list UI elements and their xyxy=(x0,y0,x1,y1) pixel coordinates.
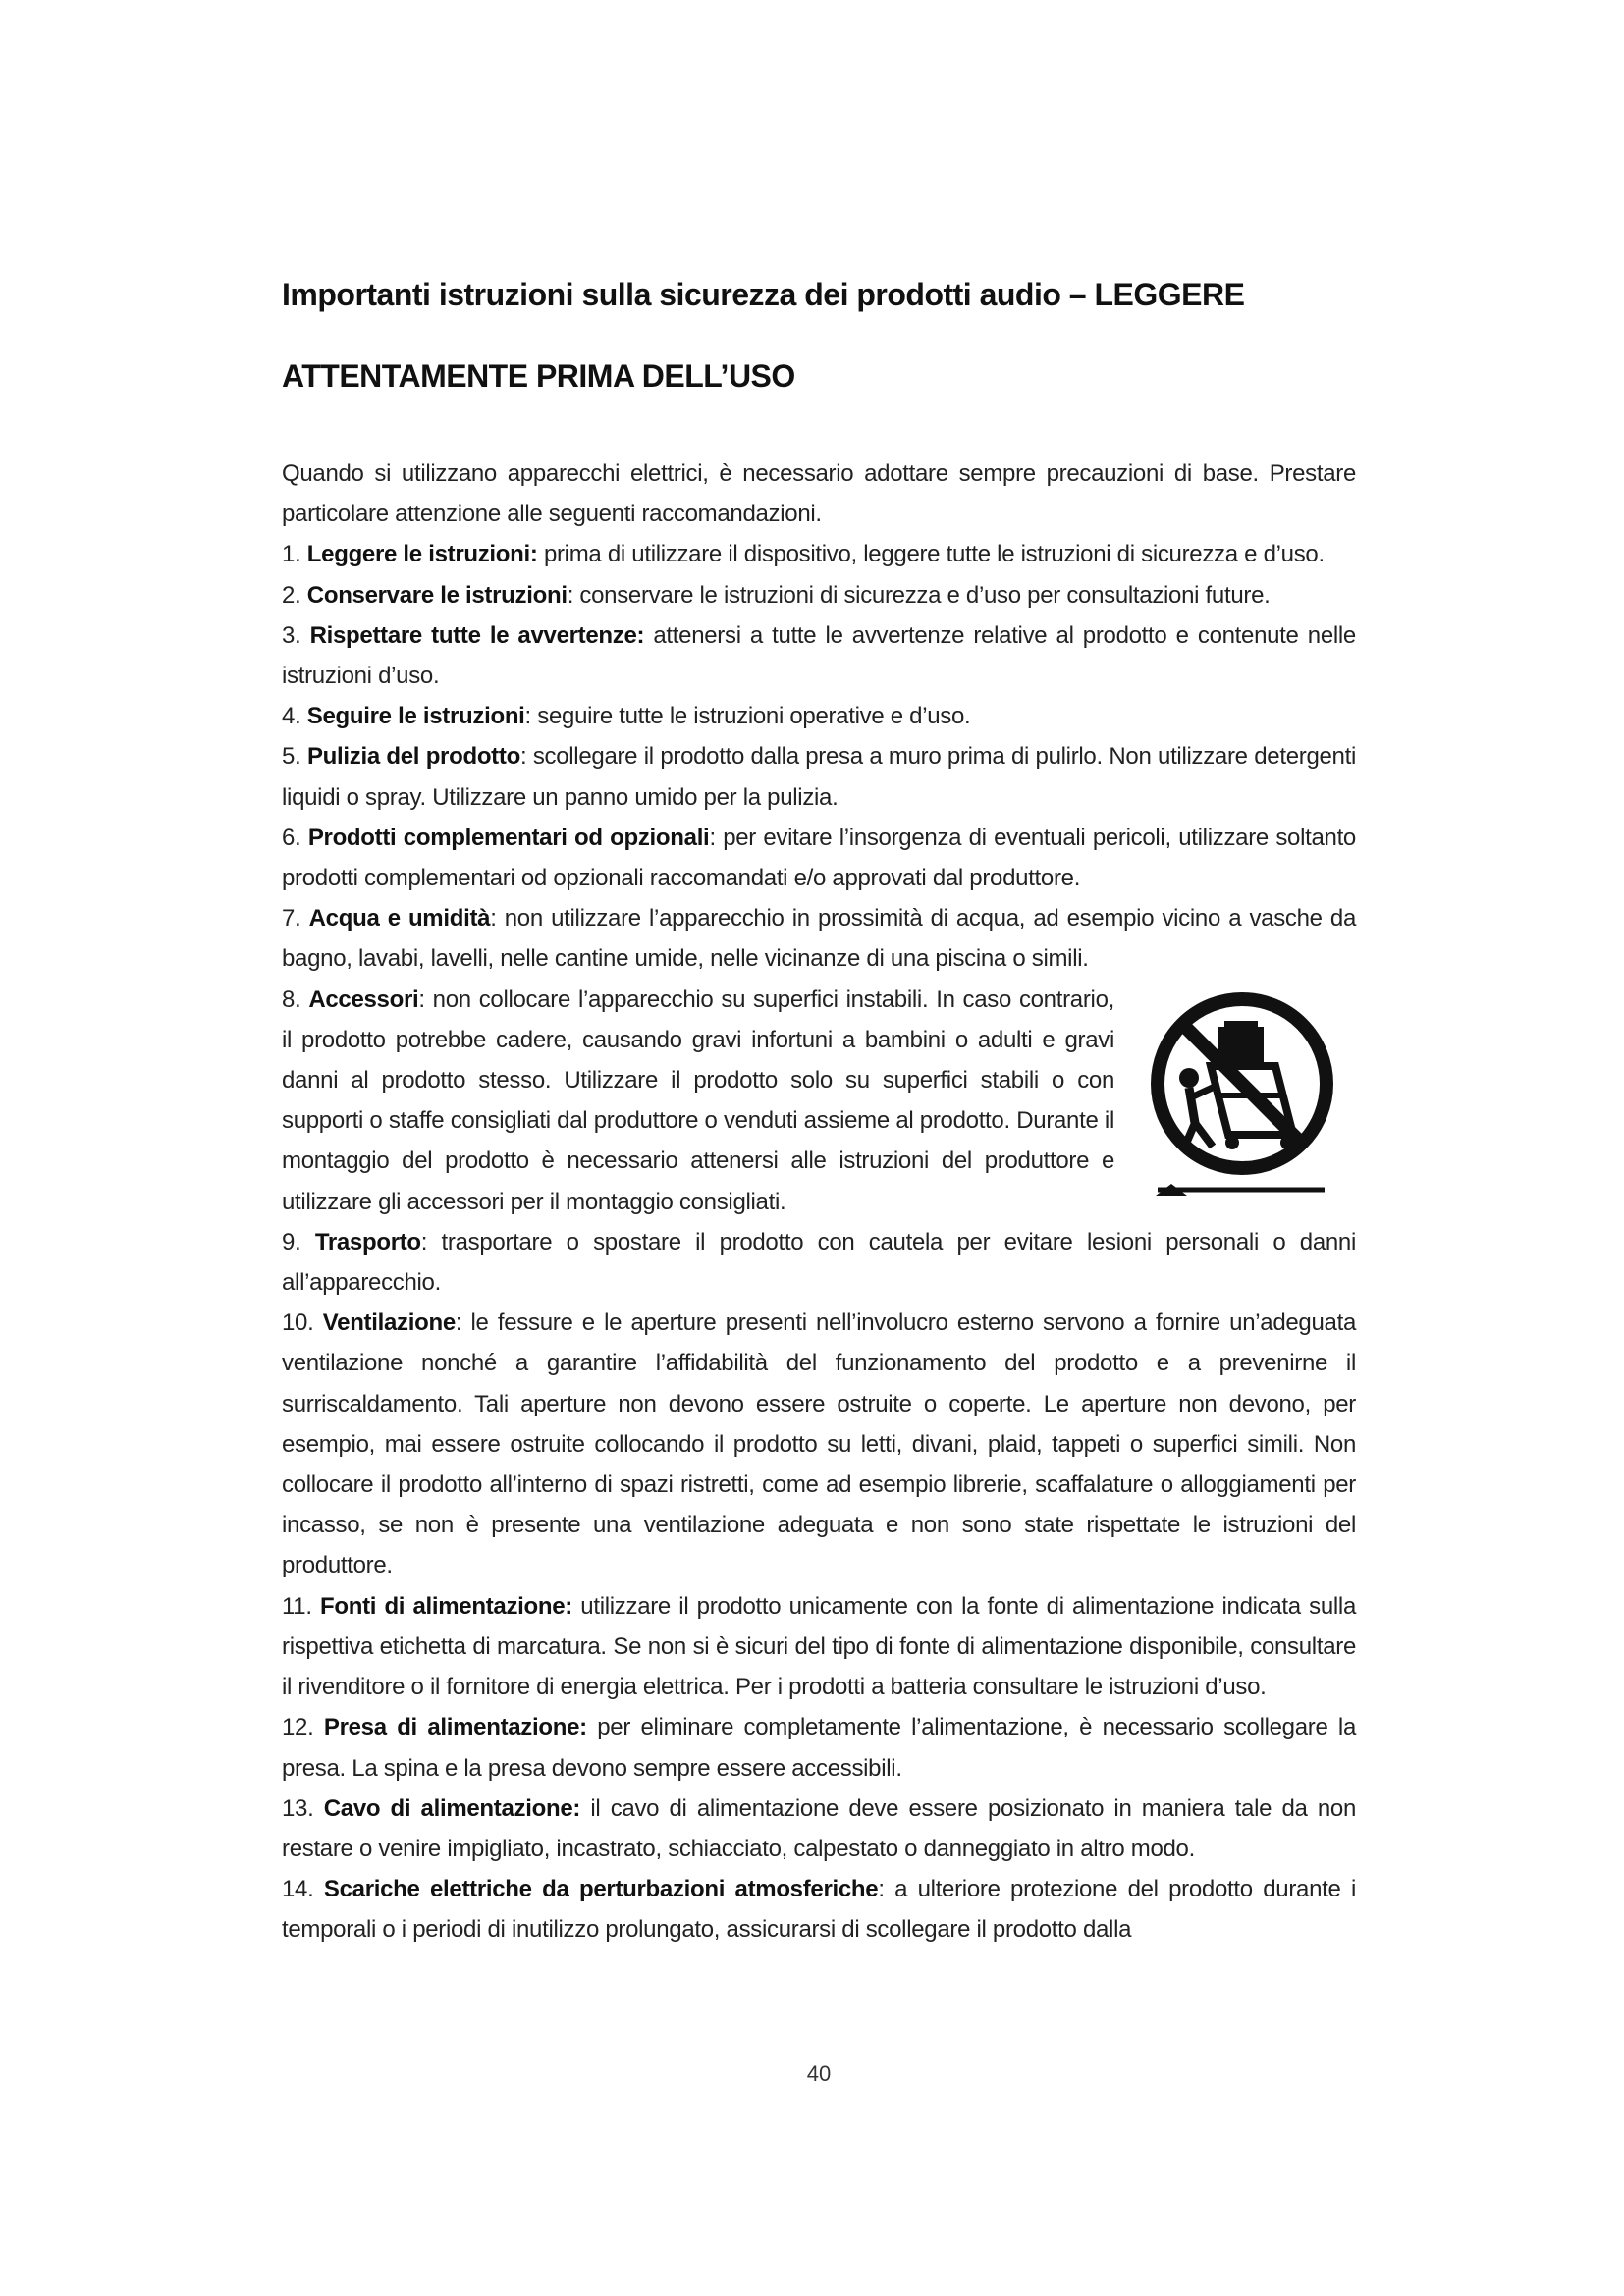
list-item xyxy=(282,575,1356,615)
item-number: 12. xyxy=(282,1714,314,1741)
item-label: Seguire le istruzioni xyxy=(306,703,525,730)
item-label: Pulizia del prodotto xyxy=(306,743,520,771)
item-number: 2. xyxy=(282,581,301,609)
item-label: Fonti di alimentazione: xyxy=(320,1592,572,1620)
item-text: : seguire tutte le istruzioni operative e d’uso. xyxy=(524,703,971,730)
item-text: : le fessure e le aperture presenti nell’involucro esterno servono a fornire un’adeguata ventilazione nonché a garantire l’affidabilità del funzionamento del prodotto e a prevenirne il surriscaldamento. Tali aperture non devono essere ostruite o coperte. Le aperture non devono, per esempio, mai essere ostruite collocando il prodotto su letti, divani, plaid, tappeti o superfici simili. Non collocare il prodotto all’interno di spazi ristretti, come ad esempio librerie, scaffalature o alloggiamenti per incasso, se non è presente una ventilazione adeguata e non sono state rispettate le istruzioni del produttore. xyxy=(282,1309,1356,1579)
list-item xyxy=(282,1222,1356,1303)
item-label: Leggere le istruzioni: xyxy=(306,541,538,568)
list-item xyxy=(282,696,1356,736)
list-item xyxy=(282,898,1356,979)
item-text: : non collocare l’apparecchio su superfici instabili. In caso contrario, il prodotto potrebbe cadere, causando gravi infortuni a bambini o adulti e gravi danni al prodotto stesso. Utilizzare il prodotto solo su superfici stabili o con supporti o staffe consigliati dal produttore o venduti assieme al prodotto. Durante il montaggio del prodotto è necessario attenersi alle istruzioni del produttore e utilizzare gli accessori per il montaggio consigliati. xyxy=(282,986,1114,1215)
item-label: Acqua e umidità xyxy=(308,905,491,933)
document-body xyxy=(282,454,1356,1950)
item-label: Ventilazione xyxy=(322,1309,456,1337)
item-label: Cavo di alimentazione: xyxy=(323,1794,581,1822)
item-text: utilizzare il prodotto unicamente con la fonte di alimentazione indicata sulla rispettiva etichetta di marcatura. Se non si è sicuri del tipo di fonte di alimentazione disponibile, consultare il rivenditore o il fornitore di energia elettrica. Per i prodotti a batteria consultare le istruzioni d’uso. xyxy=(282,1592,1357,1701)
item-label: Trasporto xyxy=(314,1228,421,1255)
item-number: 10. xyxy=(282,1309,314,1337)
item-number: 8. xyxy=(282,986,301,1013)
intro-paragraph: Quando si utilizzano apparecchi elettrici, è necessario adottare sempre precauzioni di base. Prestare particolare attenzione alle seguenti raccomandazioni. xyxy=(282,460,1356,528)
item-label: Conservare le istruzioni xyxy=(306,581,568,609)
item-number: 14. xyxy=(282,1876,314,1903)
item-text: : scollegare il prodotto dalla presa a muro prima di pulirlo. Non utilizzare detergenti liquidi o spray. Utilizzare un panno umido per la pulizia. xyxy=(282,743,1356,811)
item-text: attenersi a tutte le avvertenze relative al prodotto e contenute nelle istruzioni d’uso. xyxy=(282,621,1356,690)
item-text: : per evitare l’insorgenza di eventuali pericoli, utilizzare soltanto prodotti complementari od opzionali raccomandati e/o approvati dal produttore. xyxy=(282,824,1356,892)
item-number: 11. xyxy=(282,1592,312,1620)
item-number: 1. xyxy=(282,541,301,568)
list-item xyxy=(282,1869,1356,1949)
item-number: 5. xyxy=(282,743,301,771)
list-item xyxy=(282,1789,1356,1869)
item-label: Accessori xyxy=(308,986,419,1013)
item-number: 9. xyxy=(282,1228,301,1255)
item-text: per eliminare completamente l’alimentazione, è necessario scollegare la presa. La spina e la presa devono sempre essere accessibili. xyxy=(282,1714,1357,1782)
no-cart-tipping-icon xyxy=(1128,988,1356,1201)
list-item xyxy=(282,1586,1356,1708)
item-number: 6. xyxy=(282,824,301,851)
item-number: 3. xyxy=(282,621,301,649)
item-label: Scariche elettriche da perturbazioni atmosferiche xyxy=(323,1876,879,1903)
list-item xyxy=(282,534,1356,574)
item-text: : conservare le istruzioni di sicurezza e d’uso per consultazioni future. xyxy=(567,581,1271,609)
list-item xyxy=(282,615,1356,696)
list-item xyxy=(282,1707,1356,1788)
item-number: 4. xyxy=(282,703,301,730)
item-number: 13. xyxy=(282,1794,314,1822)
item-label: Rispettare tutte le avvertenze: xyxy=(309,621,645,649)
item-label: Presa di alimentazione: xyxy=(323,1714,587,1741)
cart-warning-graphic xyxy=(1128,988,1356,1201)
item-text: prima di utilizzare il dispositivo, leggere tutte le istruzioni di sicurezza e d’uso. xyxy=(537,541,1325,568)
item-text: : non utilizzare l’apparecchio in prossimità di acqua, ad esempio vicino a vasche da bagno, lavabi, lavelli, nelle cantine umide, nelle vicinanze di una piscina o simili. xyxy=(282,905,1357,973)
document-page xyxy=(282,0,1356,2296)
item-number: 7. xyxy=(282,905,301,933)
item-text: : a ulteriore protezione del prodotto durante i temporali o i periodi di inutilizzo prolungato, assicurarsi di scollegare il prodotto dalla xyxy=(282,1876,1356,1944)
page-number: 40 xyxy=(806,2061,832,2086)
page-title-line-2: ATTENTAMENTE PRIMA DELL’USO xyxy=(282,358,795,394)
item-text: : trasportare o spostare il prodotto con cautela per evitare lesioni personali o danni all’apparecchio. xyxy=(282,1228,1357,1297)
list-item xyxy=(282,818,1356,898)
page-title-line-1: Importanti istruzioni sulla sicurezza dei prodotti audio – LEGGERE xyxy=(282,277,1245,312)
item-text: il cavo di alimentazione deve essere posizionato in maniera tale da non restare o venire impigliato, incastrato, schiacciato, calpestato o danneggiato in altro modo. xyxy=(282,1794,1356,1862)
item-label: Prodotti complementari od opzionali xyxy=(307,824,710,851)
list-item xyxy=(282,1303,1356,1585)
list-item xyxy=(282,736,1356,817)
